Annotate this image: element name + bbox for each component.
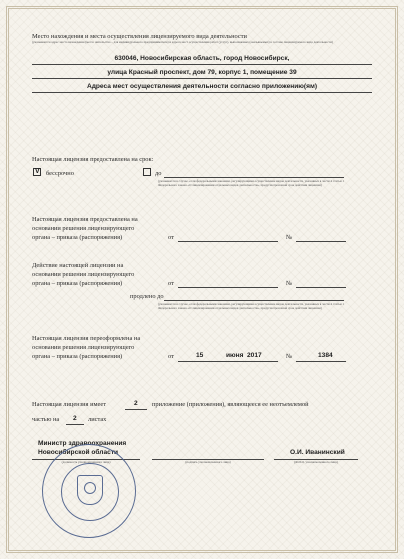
granted-number-sign: № <box>286 234 293 241</box>
until-label: до <box>155 170 162 177</box>
annex-sheets-label: листах <box>88 416 107 423</box>
address-underline-2 <box>32 78 372 79</box>
until-checkbox <box>143 168 151 176</box>
address-line-3: Адреса мест осуществления деятельности согласно приложению(ям) <box>86 83 318 90</box>
term-label: Настоящая лицензия предоставлена на срок: <box>32 156 154 163</box>
address-line-1: 630046, Новосибирская область, город Новосибирск, <box>114 55 290 62</box>
annex-count: 2 <box>134 400 138 407</box>
extended-until-label: продлено до <box>130 293 164 300</box>
signer-position-line-2: Новосибирской области <box>38 449 119 456</box>
reissued-month: июня <box>226 352 244 359</box>
annex-sheets-underline <box>66 424 84 425</box>
signature-caption: (подпись уполномоченного лица) <box>185 460 231 464</box>
extended-number-underline <box>296 287 346 288</box>
indefinite-label: бессрочно <box>46 170 74 177</box>
signer-name: О.И. Иванинский <box>290 449 345 456</box>
reissued-line-1: Настоящая лицензия переоформлена на <box>32 335 141 342</box>
position-caption: (должность уполномоченного лица) <box>61 460 111 464</box>
granted-from-label: от <box>168 234 174 241</box>
reissued-date-underline <box>178 361 278 362</box>
reissued-line-3: органа – приказа (распоряжения) <box>32 353 123 360</box>
extended-date-underline <box>178 287 278 288</box>
extended-line-3: органа – приказа (распоряжения) <box>32 280 123 287</box>
until-underline <box>164 177 344 178</box>
extended-from-label: от <box>168 280 174 287</box>
address-underline-3 <box>32 92 372 93</box>
granted-line-3: органа – приказа (распоряжения) <box>32 234 123 241</box>
official-seal <box>42 444 136 538</box>
reissued-line-2: основании решения лицензирующего <box>32 344 135 351</box>
extended-until-underline <box>164 300 344 301</box>
extended-number-sign: № <box>286 280 293 287</box>
reissued-number-underline <box>296 361 346 362</box>
granted-line-2: основании решения лицензирующего <box>32 225 135 232</box>
reissued-number: 1384 <box>318 352 333 359</box>
granted-number-underline <box>296 241 346 242</box>
until-caption: (указывается в случае, если федеральными законами, регулирующими осуществление видов деятельности, указанных в части 4 статьи 1 Федерального закона «О лицензировании отдельных видов деятельности», предусмотрен иной срок действия лицензии) <box>158 179 344 187</box>
signer-position-line-1: Министр здравоохранения <box>38 440 127 447</box>
reissued-number-sign: № <box>286 353 293 360</box>
annex-sheets: 2 <box>73 415 77 422</box>
checkbox-mark: V <box>35 168 40 175</box>
annex-prefix: Настоящая лицензия имеет <box>32 401 107 408</box>
extended-until-caption: (указывается в случае, если федеральными законами, регулирующими осуществление видов деятельности, указанных в части 4 статьи 1 Федерального закона «О лицензировании отдельных видов деятельности», предусмотрен иной срок действия лицензии) <box>158 302 344 310</box>
section-caption: (указываются адрес места нахождения (место жительства – для индивидуального предпринимателя) и адреса мест осуществления работ (услуг), выполняемых (оказываемых) в составе лицензируемого вида деятельности) <box>32 40 333 44</box>
reissued-from-label: от <box>168 353 174 360</box>
annex-part-label: частью на <box>32 416 60 423</box>
address-line-2: улица Красный проспект, дом 79, корпус 1, помещение 39 <box>107 69 297 76</box>
reissued-year: 2017 <box>247 352 262 359</box>
coat-of-arms-emblem <box>77 475 103 505</box>
granted-line-1: Настоящая лицензия предоставлена на <box>32 216 138 223</box>
reissued-day: 15 <box>196 352 204 359</box>
annex-suffix: приложение (приложения), являющееся ее неотъемлемой <box>152 401 309 408</box>
extended-line-2: основании решения лицензирующего <box>32 271 135 278</box>
annex-count-underline <box>125 409 147 410</box>
address-underline-1 <box>32 64 372 65</box>
extended-line-1: Действие настоящей лицензии на <box>32 262 124 269</box>
section-title: Место нахождения и места осуществления лицензируемого вида деятельности <box>32 33 247 40</box>
name-caption: (Ф.И.О. уполномоченного лица) <box>294 460 338 464</box>
granted-date-underline <box>178 241 278 242</box>
